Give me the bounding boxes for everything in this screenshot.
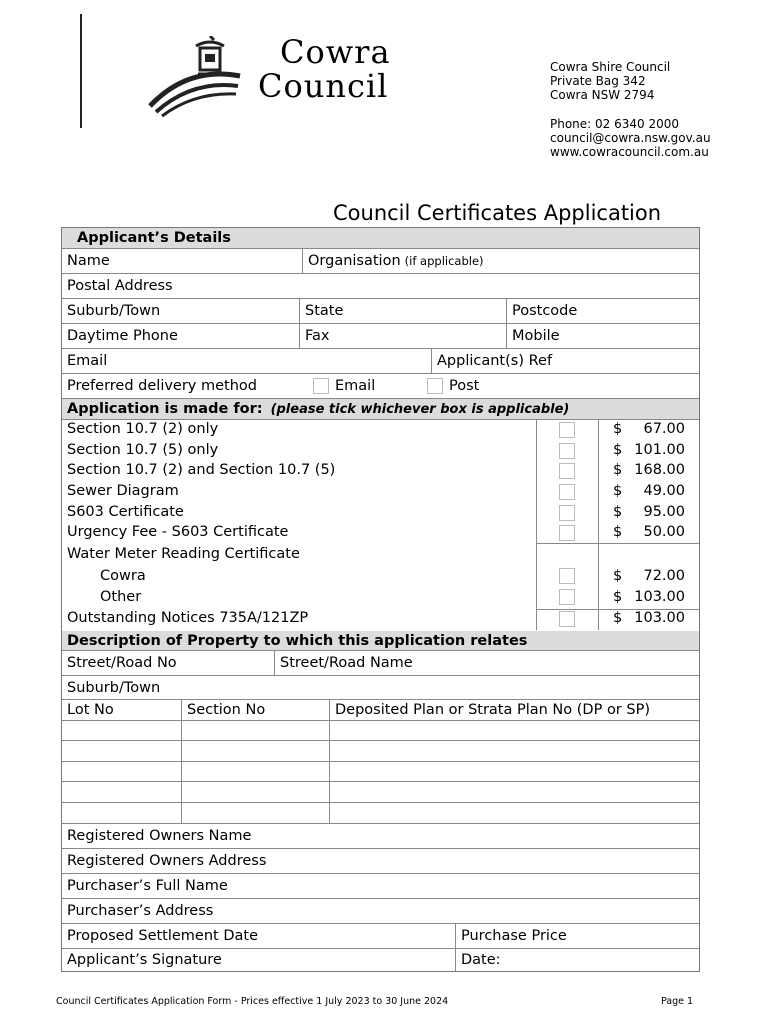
price-amount: 103.00 bbox=[634, 610, 685, 626]
lot-no-cell[interactable] bbox=[62, 782, 181, 802]
currency-symbol: $ bbox=[613, 504, 623, 520]
delivery-label: Preferred delivery method bbox=[67, 378, 257, 394]
application-form bbox=[61, 227, 700, 972]
organisation-field[interactable] bbox=[302, 249, 699, 273]
service-checkbox-1[interactable] bbox=[559, 422, 575, 438]
lot-entry-row bbox=[62, 762, 699, 782]
mobile-field[interactable] bbox=[506, 324, 699, 348]
service-label-3: Section 10.7 (2) and Section 10.7 (5) bbox=[67, 462, 336, 478]
section-no-cell[interactable] bbox=[181, 782, 329, 802]
currency-symbol: $ bbox=[613, 442, 623, 458]
registered-owners-address-row[interactable] bbox=[62, 849, 699, 874]
organisation-label: Organisation bbox=[308, 253, 401, 269]
street-name-label: Street/Road Name bbox=[280, 655, 413, 671]
services-col-divider-2 bbox=[598, 420, 599, 630]
service-label-5: S603 Certificate bbox=[67, 504, 184, 520]
purchase-price-field[interactable] bbox=[455, 924, 699, 948]
delivery-post-label: Post bbox=[449, 378, 480, 394]
signature-row bbox=[62, 949, 699, 971]
service-price-2 bbox=[613, 442, 685, 458]
purchase-price-label: Purchase Price bbox=[461, 928, 567, 944]
email-row bbox=[62, 349, 699, 374]
lot-no-cell[interactable] bbox=[62, 721, 181, 740]
daytime-phone-field[interactable] bbox=[62, 324, 299, 348]
footer-text: Council Certificates Application Form - Prices effective 1 July 2023 to 30 June 2024 bbox=[56, 996, 449, 1007]
water-meter-other-label: Other bbox=[100, 589, 142, 605]
lot-entry-row bbox=[62, 721, 699, 741]
settlement-date-field[interactable] bbox=[62, 924, 455, 948]
fax-field[interactable] bbox=[299, 324, 506, 348]
currency-symbol: $ bbox=[613, 462, 623, 478]
postal-address-row[interactable] bbox=[62, 274, 699, 299]
street-no-label: Street/Road No bbox=[67, 655, 177, 671]
service-label-6: Urgency Fee - S603 Certificate bbox=[67, 524, 289, 540]
service-label-2: Section 10.7 (5) only bbox=[67, 442, 219, 458]
registered-owners-name-row[interactable] bbox=[62, 824, 699, 849]
address-line2: Private Bag 342 bbox=[550, 74, 646, 89]
price-amount: 101.00 bbox=[634, 442, 685, 458]
services-col-divider-1 bbox=[536, 420, 537, 630]
service-checkbox-2[interactable] bbox=[559, 443, 575, 459]
organisation-note: (if applicable) bbox=[404, 254, 484, 268]
section-no-cell[interactable] bbox=[181, 721, 329, 740]
signature-field[interactable] bbox=[62, 949, 455, 971]
street-no-field[interactable] bbox=[62, 651, 274, 675]
page-title: Council Certificates Application bbox=[333, 201, 662, 225]
lot-entry-row bbox=[62, 782, 699, 803]
lot-no-header: Lot No bbox=[67, 702, 114, 718]
street-name-field[interactable] bbox=[274, 651, 699, 675]
price-amount: 95.00 bbox=[643, 504, 685, 520]
property-suburb-label: Suburb/Town bbox=[67, 679, 161, 696]
outstanding-notices-checkbox[interactable] bbox=[559, 611, 575, 627]
registered-owners-name-label: Registered Owners Name bbox=[67, 828, 252, 844]
price-amount: 50.00 bbox=[643, 524, 685, 540]
phone-row bbox=[62, 324, 699, 349]
delivery-row bbox=[62, 374, 699, 399]
purchaser-address-row[interactable] bbox=[62, 899, 699, 924]
lot-entry-row bbox=[62, 741, 699, 762]
currency-symbol: $ bbox=[613, 524, 623, 540]
address-line1: Cowra Shire Council bbox=[550, 60, 671, 74]
lot-no-cell[interactable] bbox=[62, 741, 181, 761]
settlement-row bbox=[62, 924, 699, 949]
service-checkbox-3[interactable] bbox=[559, 463, 575, 479]
property-heading: Description of Property to which this application relates bbox=[67, 632, 528, 649]
service-checkbox-5[interactable] bbox=[559, 505, 575, 521]
price-amount: 49.00 bbox=[643, 483, 685, 499]
application-section-header bbox=[62, 399, 699, 420]
applicant-ref-label: Applicant(s) Ref bbox=[437, 353, 553, 369]
section-no-cell[interactable] bbox=[181, 762, 329, 781]
street-row bbox=[62, 651, 699, 676]
suburb-label: Suburb/Town bbox=[67, 303, 161, 319]
outstanding-notices-label: Outstanding Notices 735A/121ZP bbox=[67, 610, 309, 626]
council-logo bbox=[148, 36, 244, 132]
section-no-cell[interactable] bbox=[181, 741, 329, 761]
name-row bbox=[62, 249, 699, 274]
water-meter-cowra-checkbox[interactable] bbox=[559, 568, 575, 584]
outstanding-notices-price bbox=[613, 610, 685, 626]
registered-owners-address-label: Registered Owners Address bbox=[67, 853, 267, 869]
service-price-1 bbox=[613, 421, 685, 437]
services-row-divider-1 bbox=[536, 543, 699, 544]
email-label: Email bbox=[67, 353, 108, 369]
section-no-cell[interactable] bbox=[181, 803, 329, 823]
service-checkbox-6[interactable] bbox=[559, 525, 575, 541]
state-label: State bbox=[305, 303, 344, 319]
application-note: (please tick whichever box is applicable) bbox=[270, 401, 570, 417]
mobile-label: Mobile bbox=[512, 328, 560, 344]
price-amount: 103.00 bbox=[634, 589, 685, 605]
suburb-field[interactable] bbox=[62, 299, 299, 323]
currency-symbol: $ bbox=[613, 610, 623, 626]
logo-text-line1: Cowra bbox=[280, 33, 391, 71]
service-price-3 bbox=[613, 462, 685, 478]
logo-mark-icon bbox=[148, 36, 244, 132]
water-meter-cowra-label: Cowra bbox=[100, 568, 146, 584]
application-heading-text: Application is made for: bbox=[67, 401, 263, 417]
email-field[interactable] bbox=[62, 349, 431, 373]
applicant-ref-field[interactable] bbox=[431, 349, 699, 373]
delivery-post-option[interactable] bbox=[422, 374, 479, 398]
purchaser-name-label: Purchaser’s Full Name bbox=[67, 878, 228, 894]
service-label-1: Section 10.7 (2) only bbox=[67, 421, 219, 437]
property-section-header bbox=[62, 631, 699, 651]
price-amount: 72.00 bbox=[643, 568, 685, 584]
plan-no-cell[interactable] bbox=[329, 803, 699, 823]
water-meter-other-checkbox[interactable] bbox=[559, 589, 575, 605]
service-price-5 bbox=[613, 504, 685, 520]
postcode-field[interactable] bbox=[506, 299, 699, 323]
suburb-row bbox=[62, 299, 699, 324]
plan-no-cell[interactable] bbox=[329, 762, 699, 781]
plan-no-header: Deposited Plan or Strata Plan No (DP or SP) bbox=[329, 700, 699, 720]
plan-no-cell[interactable] bbox=[329, 721, 699, 740]
service-price-6 bbox=[613, 524, 685, 540]
address-email[interactable]: council@cowra.nsw.gov.au bbox=[550, 130, 711, 145]
service-price-4 bbox=[613, 483, 685, 499]
currency-symbol: $ bbox=[613, 421, 623, 437]
address-web[interactable]: www.cowracouncil.com.au bbox=[550, 145, 709, 160]
logo-text-line2: Council bbox=[258, 67, 389, 105]
plan-no-cell[interactable] bbox=[329, 741, 699, 761]
purchaser-name-row[interactable] bbox=[62, 874, 699, 899]
currency-symbol: $ bbox=[613, 483, 623, 499]
header-divider bbox=[80, 14, 82, 128]
delivery-email-option[interactable] bbox=[308, 374, 375, 398]
plan-no-cell[interactable] bbox=[329, 782, 699, 802]
water-meter-label: Water Meter Reading Certificate bbox=[67, 546, 300, 562]
currency-symbol: $ bbox=[613, 589, 623, 605]
date-label: Date: bbox=[461, 952, 501, 968]
price-amount: 67.00 bbox=[643, 421, 685, 437]
signature-label: Applicant’s Signature bbox=[67, 952, 222, 968]
purchaser-address-label: Purchaser’s Address bbox=[67, 903, 214, 919]
applicant-heading: Applicant’s Details bbox=[77, 230, 231, 246]
currency-symbol: $ bbox=[613, 568, 623, 584]
lot-entry-row bbox=[62, 803, 699, 824]
state-field[interactable] bbox=[299, 299, 506, 323]
lot-no-cell[interactable] bbox=[62, 762, 181, 781]
delivery-post-checkbox[interactable] bbox=[427, 378, 443, 394]
settlement-date-label: Proposed Settlement Date bbox=[67, 928, 258, 944]
section-no-header: Section No bbox=[181, 700, 329, 720]
name-label: Name bbox=[67, 253, 110, 269]
application-heading bbox=[62, 399, 569, 419]
services-table bbox=[62, 420, 699, 632]
postcode-label: Postcode bbox=[512, 303, 578, 319]
lot-header-row bbox=[62, 700, 699, 721]
fax-label: Fax bbox=[305, 328, 330, 344]
date-field[interactable] bbox=[455, 949, 699, 971]
applicant-section-header bbox=[62, 228, 699, 249]
daytime-phone-label: Daytime Phone bbox=[67, 328, 178, 344]
address-line3: Cowra NSW 2794 bbox=[550, 88, 655, 103]
service-label-4: Sewer Diagram bbox=[67, 483, 179, 499]
council-address bbox=[550, 60, 720, 159]
name-field[interactable] bbox=[62, 249, 302, 273]
delivery-email-checkbox[interactable] bbox=[313, 378, 329, 394]
water-meter-other-price bbox=[613, 589, 685, 605]
postal-address-label: Postal Address bbox=[67, 278, 173, 294]
address-phone: Phone: 02 6340 2000 bbox=[550, 116, 680, 131]
page-number: Page 1 bbox=[661, 996, 694, 1007]
lot-no-cell[interactable] bbox=[62, 803, 181, 823]
property-suburb-row[interactable] bbox=[62, 676, 699, 700]
service-checkbox-4[interactable] bbox=[559, 484, 575, 500]
water-meter-cowra-price bbox=[613, 568, 685, 584]
price-amount: 168.00 bbox=[634, 462, 685, 478]
delivery-email-label: Email bbox=[335, 378, 376, 394]
